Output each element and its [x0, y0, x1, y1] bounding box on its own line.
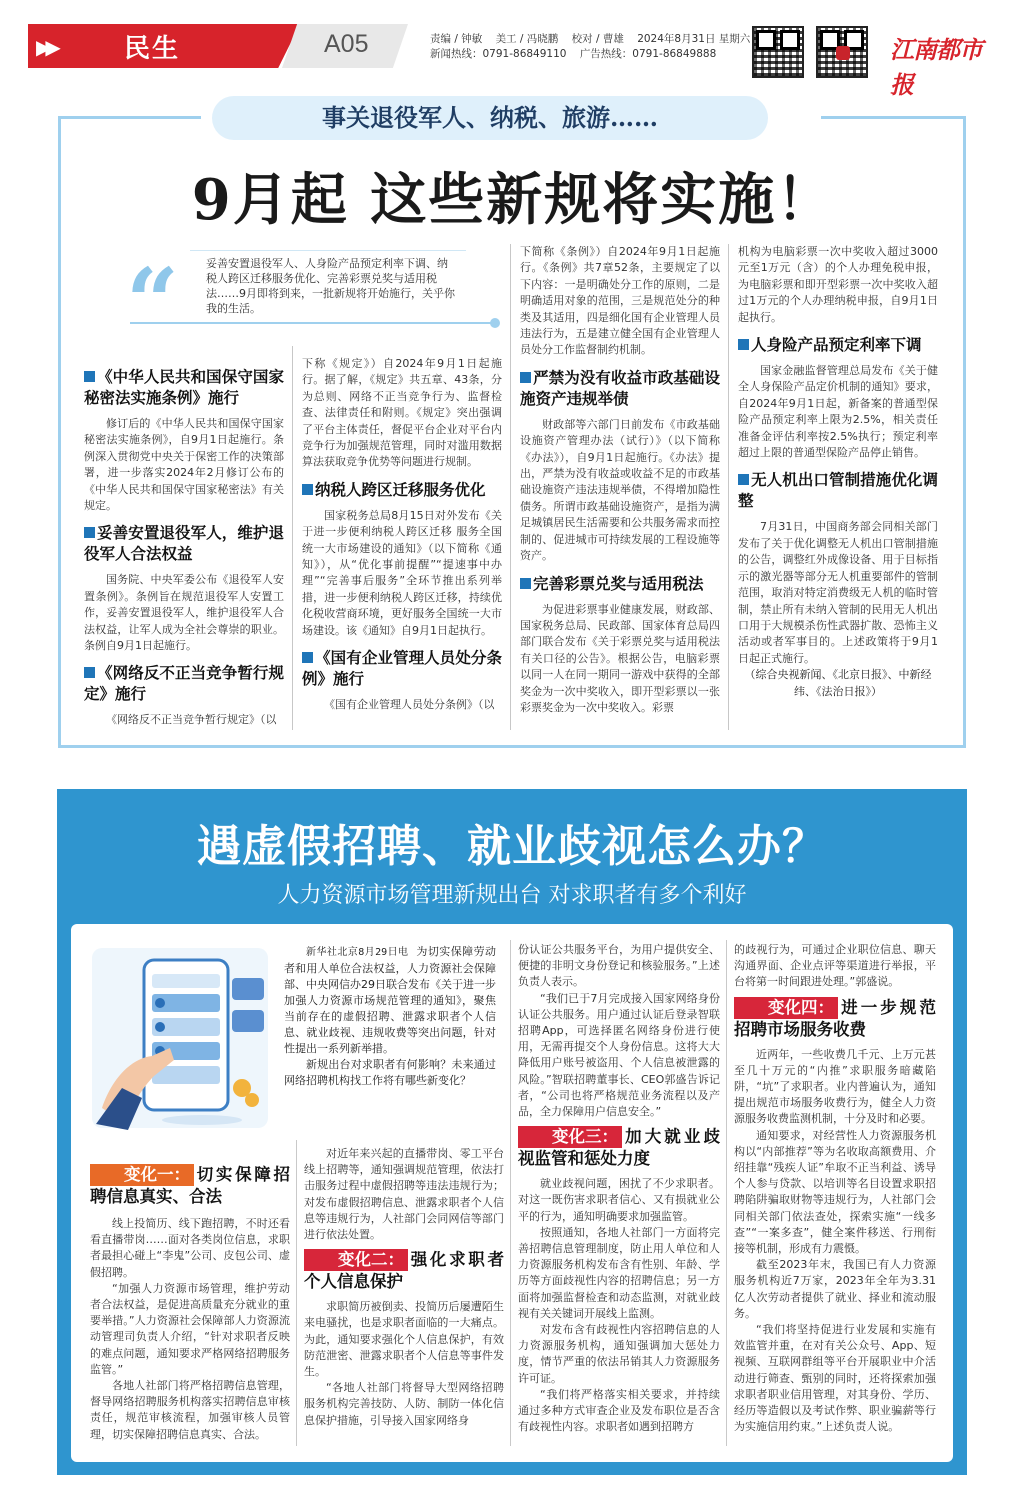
paragraph: 机构为电脑彩票一次中奖收入超过3000元至1万元（含）的个人办理免税申报，为电脑彩票和即开型彩票一次中奖收入超过1万元的个人办理纳税申报，自9月1日起执行。	[738, 245, 938, 324]
square-bullet-icon	[302, 484, 313, 495]
feature-title: 遇虚假招聘、就业歧视怎么办？	[197, 821, 827, 872]
paragraph: 线上投简历、线下跑招聘，不时还看看直播带岗……面对各类岗位信息，求职者最担心碰上“李鬼”公司、皮包公司、虚假招聘。	[90, 1217, 290, 1279]
column-divider	[292, 346, 293, 730]
ad-hotline: 广告热线：0791-86849888	[579, 48, 717, 60]
square-bullet-icon	[84, 371, 95, 382]
article-title: 9月起 这些新规将实施！	[191, 167, 835, 233]
qr-code-icon[interactable]	[816, 26, 868, 78]
feature-intro	[284, 944, 496, 1089]
paragraph: 《网络反不正当竞争暂行规定》（以	[106, 713, 277, 727]
column-divider	[510, 244, 511, 730]
page-header	[28, 22, 998, 99]
paragraph: “我们已于7月完成接入国家网络身份认证公共服务。用户通过认证后登录智联招聘App，可选择匿名网络身份进行使用，无需再提交个人身份信息。这将大大降低用户账号被盗用、个人信息被泄露的风险。”智联招聘董事长、CEO郭盛告诉记者，“公司也将严格规范业务流程以及产品，全力保障用户信息安全。”	[518, 991, 720, 1119]
paragraph: 对近年来兴起的直播带岗、零工平台线上招聘等，通知强调规范管理，依法打击服务过程中虚假招聘等违法违规行为；对发布虚假招聘信息、泄露求职者个人信息等违规行为，人社部门会同网信等部门进行依法处置。	[304, 1147, 504, 1242]
column-divider	[296, 1140, 297, 1446]
square-bullet-icon	[520, 578, 531, 589]
newspaper-masthead: 江南都市报	[890, 35, 982, 99]
divider-dot	[490, 318, 500, 328]
paragraph: “各地人社部门将督导大型网络招聘服务机构完善技防、人防、制防一体化信息保护措施，引导接入国家网络身	[304, 1381, 504, 1427]
section-heading: 妥善安置退役军人，维护退役军人合法权益	[84, 523, 284, 564]
paragraph: 对发布含有歧视性内容招聘信息的人力资源服务机构，通知强调加大惩处力度，情节严重的依法吊销其人力资源服务许可证。	[518, 1323, 720, 1385]
paragraph: 国家税务总局8月15日对外发布《关于进一步便利纳税人跨区迁移 服务全国统一大市场建设的通知》（以下简称《通知》），从“优化事前提醒”“提速事中办理”“完善事后服务”全环节推出系列举措，进一步便利纳税人跨区迁移，持续优化税收营商环境，更好服务全国统一大市场建设。该《通知》自9月1日起执行。	[302, 508, 502, 637]
paragraph: 下简称《条例》）自2024年9月1日起施行。《条例》共7章52条，主要规定了以下内容：一是明确处分工作的原则，二是明确适用对象的范围，三是规范处分的种类及其适用，四是细化国有企业管理人员违法行为，五是建立健全国有企业管理人员处分工作监督制约机制。	[520, 245, 720, 357]
paragraph: 国务院、中央军委公布《退役军人安置条例》。条例旨在规范退役军人安置工作，妥善安置退役军人，维护退役军人合法权益，让军人成为全社会尊崇的职业。条例自9月1日起施行。	[84, 573, 284, 653]
quote-icon: “	[126, 248, 179, 356]
section-heading: 《国有企业管理人员处分条例》施行	[302, 648, 502, 689]
change-tag: 变化二：	[304, 1249, 408, 1271]
source-credit: （综合央视新闻、《北京日报》、中新经纬、《法治日报》）	[744, 668, 932, 698]
app-logo-icon	[836, 46, 850, 60]
editor-credit: 责编 / 钟敏	[430, 33, 483, 45]
feature-column-2	[304, 1146, 504, 1429]
section-heading: 《中华人民共和国保守国家秘密法实施条例》施行	[84, 367, 284, 407]
paragraph: 近两年，一些收费几千元、上万元甚至几十万元的“内推”求职服务暗藏陷阱，“坑”了求职者。业内普遍认为，通知提出规范市场服务收费行为，健全人力资源服务收费监测机制，十分及时和必要。	[734, 1047, 936, 1126]
paragraph: 《国有企业管理人员处分条例》（以	[324, 698, 495, 712]
paragraph: 各地人社部门将严格招聘信息管理，督导网络招聘服务机构落实招聘信息审核责任，规范审核流程，加强审核人员管理，切实保障招聘信息真实、合法。	[90, 1379, 290, 1441]
change-heading: 变化二： 强化求职者个人信息保护	[304, 1250, 504, 1292]
proofreader-credit: 校对 / 曹雄	[571, 33, 624, 45]
article-column-4	[738, 244, 938, 700]
square-bullet-icon	[520, 372, 531, 383]
paragraph: 就业歧视问题，困扰了不少求职者。对这一既伤害求职者信心、又有损就业公平的行为，通知明确要求加强监管。	[518, 1177, 720, 1223]
paragraph: 按照通知，各地人社部门一方面将完善招聘信息管理制度，防止用人单位和人力资源服务机构发布含有性别、年龄、学历等方面歧视性内容的招聘信息；另一方面将加强监督检查和动态监测，对就业歧视有关关键词开展线上监测。	[518, 1225, 720, 1320]
paragraph: 财政部等六部门日前发布《市政基础设施资产管理办法（试行）》（以下简称《办法》），自9月1日起施行。《办法》提出，严禁为没有收益或收益不足的市政基础设施资产违法违规举债，不得增加隐性债务。所谓市政基础设施资产，是指为满足城镇居民生活需要和公共服务需求而控制的、促进城市可持续发展的工程设施等资产。	[520, 417, 720, 563]
section-heading: 《网络反不正当竞争暂行规定》施行	[84, 663, 284, 704]
feature-column-1	[90, 1158, 290, 1443]
change-tag: 变化一：	[90, 1164, 194, 1186]
paragraph: 的歧视行为，可通过企业职位信息、聊天沟通界面、企业点评等渠道进行举报，平台将第一时间跟进处理。”郭盛说。	[734, 943, 936, 989]
article-column-1	[84, 358, 284, 729]
column-divider	[726, 940, 727, 1446]
article-column-2	[302, 356, 502, 714]
column-divider	[728, 244, 729, 730]
section-heading: 严禁为没有收益市政基础设施资产违规举债	[520, 367, 720, 408]
paragraph: 7月31日，中国商务部会同相关部门发布了关于优化调整无人机出口管制措施的公告，调整红外成像设备、用于目标指示的激光器等部分无人机重要部件的管制范围，取消对特定消费级无人机的临时管制，禁止所有未纳入管制的民用无人机出口用于大规模杀伤性武器扩散、恐怖主义活动或者军事目的。上述政策将于9月1日起正式施行。	[738, 520, 938, 665]
paragraph: “我们将严格落实相关要求，并持续通过多种方式审查企业及发布职位是否含有歧视性内容。求职者如遇到招聘方	[518, 1387, 720, 1434]
article-kicker: 事关退役军人、纳税、旅游……	[212, 96, 768, 140]
editor-info	[430, 32, 760, 62]
paragraph: “我们将坚持促进行业发展和实施有效监管并重，在对有关公众号、App、短视频、互联网群组等平台开展职业中介活动进行筛查、甄别的同时，还将探索加强求职者职业信用管理，对其身份、学历、经历等造假以及考试作弊、职业骗薪等行为实施信用约束。”上述负责人说。	[734, 1323, 936, 1434]
paragraph: 截至2023年末，我国已有人力资源服务机构近7万家，2023年全年为3.31亿人次劳动者提供了就业、择业和流动服务。	[734, 1258, 936, 1320]
issue-date: 2024年8月31日 星期六	[637, 33, 751, 45]
section-heading: 无人机出口管制措施优化调整	[738, 470, 938, 511]
change-tag: 变化三：	[518, 1126, 622, 1148]
dateline: 新华社北京8月29日电	[306, 947, 409, 958]
paragraph: 新规出台对求职者有何影响？未来通过网络招聘机构找工作将有哪些新变化？	[284, 1058, 496, 1087]
column-divider	[510, 940, 511, 1446]
paragraph: 份认证公共服务平台，为用户提供安全、便捷的非明文身份登记和核验服务。”上述负责人表示。	[518, 943, 720, 989]
paragraph: 修订后的《中华人民共和国保守国家秘密法实施条例》，自9月1日起施行。条例深入贯彻党中央关于保密工作的决策部署，进一步落实2024年2月修订公布的《中华人民共和国保守国家秘密法》有关规定。	[84, 417, 284, 513]
feature-subtitle: 人力资源市场管理新规出台 对求职者有多个利好	[277, 883, 747, 908]
paragraph: 通知要求，对经营性人力资源服务机构以“内部推荐”等为名收取高额费用、介绍挂靠“残疾人证”牟取不正当利益、诱导个人参与贷款、以培训等名目设置求职招聘陷阱骗取财物等违规行为，人社部门会同相关部门依法查处，探索实施“一线多查”“一案多查”，健全案件移送、行刑衔接等机制，形成有力震慑。	[734, 1128, 936, 1256]
feature-column-4	[734, 942, 936, 1435]
feature-column-3	[518, 942, 720, 1435]
double-arrow-icon: ▶▶	[36, 35, 55, 59]
designer-credit: 美工 / 冯晓鹏	[495, 33, 559, 45]
section-name: 民生	[124, 34, 181, 64]
divider	[130, 322, 496, 324]
change-tag: 变化四：	[734, 997, 838, 1019]
paragraph: 下称《规定》）自2024年9月1日起施行。据了解，《规定》共五章、43条，分为总则、网络不正当竞争行为、监督检查、法律责任和附则。《规定》突出强调了平台主体责任，督促平台企业对平台内竞争行为加强规范管理，同时对滥用数据算法获取竞争优势等问题进行规制。	[302, 357, 502, 469]
square-bullet-icon	[738, 339, 749, 350]
paragraph: 求职简历被倒卖、投简历后屡遭陌生来电骚扰，也是求职者面临的一大痛点。为此，通知要求强化个人信息保护，有效防范泄密、泄露求职者个人信息等事件发生。	[304, 1300, 504, 1379]
square-bullet-icon	[302, 652, 313, 663]
change-heading: 变化一： 切实保障招聘信息真实、合法	[90, 1165, 290, 1206]
section-heading: 完善彩票兑奖与适用税法	[520, 573, 720, 594]
change-heading: 变化四： 进一步规范招聘市场服务收费	[734, 997, 936, 1039]
page-number: A05	[324, 30, 369, 58]
qr-code-icon[interactable]	[752, 26, 804, 78]
paragraph: 为促进彩票事业健康发展，财政部、国家税务总局、民政部、国家体育总局四部门联合发布《关于彩票兑奖与适用税法有关口径的公告》。根据公告，电脑彩票以同一人在同一期同一游戏中获得的全部奖金为一次中奖收入，即开型彩票以一张彩票奖金为一次中奖收入。彩票	[520, 602, 720, 714]
news-hotline: 新闻热线：0791-86849110	[430, 48, 567, 60]
article-column-3	[520, 244, 720, 716]
change-heading: 变化三： 加大就业歧视监管和惩处力度	[518, 1127, 720, 1169]
square-bullet-icon	[738, 474, 749, 485]
square-bullet-icon	[84, 527, 95, 538]
paragraph: 新华社北京8月29日电 为切实保障劳动者和用人单位合法权益，人力资源社会保障部、中央网信办29日联合发布《关于进一步加强人力资源市场规范管理的通知》，聚焦当前存在的虚假招聘、泄露求职者个人信息、就业歧视、违规收费等突出问题，针对性提出一系列新举措。	[284, 945, 497, 1055]
job-app-illustration	[82, 938, 276, 1134]
article-lede: 妥善安置退役军人、人身险产品预定利率下调、纳税人跨区迁移服务优化、完善彩票兑奖与适用税法……9月即将到来，一批新规将开始施行，关乎你我的生活。	[206, 257, 455, 315]
square-bullet-icon	[84, 667, 95, 678]
paragraph: 国家金融监督管理总局发布《关于健全人身保险产品定价机制的通知》要求，自2024年9月1日起，新备案的普通型保险产品预定利率上限为2.5%，相关责任准备金评估利率按2.5%执行；预定利率超过上限的普通型保险产品停止销售。	[738, 364, 938, 460]
section-heading: 人身险产品预定利率下调	[738, 334, 938, 355]
section-heading: 纳税人跨区迁移服务优化	[302, 479, 502, 500]
paragraph: “加强人力资源市场管理，维护劳动者合法权益，是促进高质量充分就业的重要举措。”人力资源社会保障部人力资源流动管理司负责人介绍，“针对求职者反映的难点问题，通知要求严格网络招聘服务监管。”	[90, 1281, 290, 1376]
